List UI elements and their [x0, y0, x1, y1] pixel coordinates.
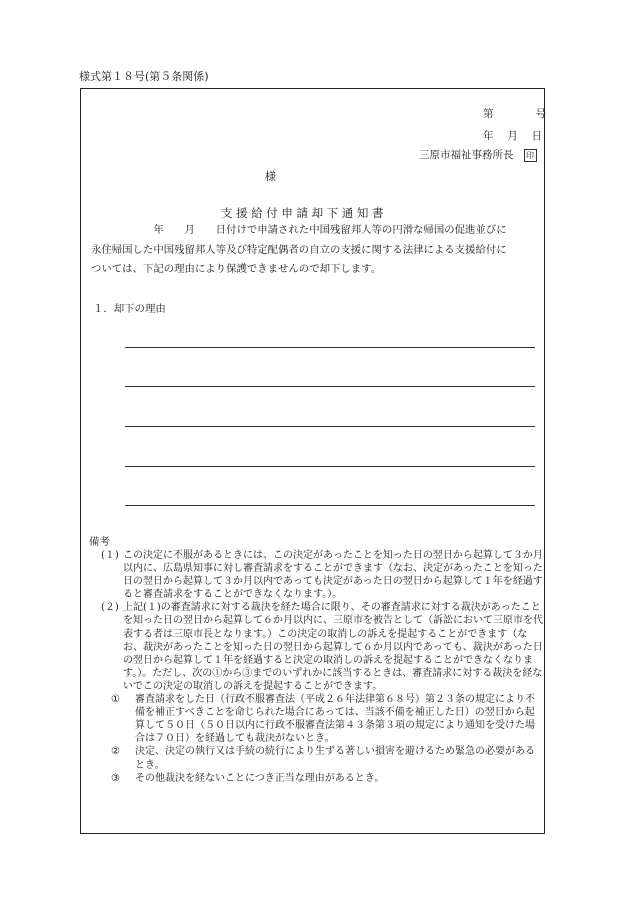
- document-title: 支援給付申請却下通知書: [221, 206, 388, 220]
- note-subitem: [91, 772, 543, 785]
- note-number: (２): [101, 602, 119, 614]
- subitem-mark: ③: [111, 772, 120, 784]
- addressee-honorific: 様: [265, 170, 276, 183]
- form-number: 様式第１８号(第５条関係): [79, 70, 209, 83]
- notice-body: [91, 221, 541, 280]
- issuer-line: [419, 147, 537, 162]
- reason-blank-line: [125, 347, 535, 348]
- note-subitem: [91, 745, 543, 771]
- subitem-mark: ②: [111, 746, 120, 758]
- reason-blank-line: [125, 466, 535, 467]
- reason-blank-line: [125, 505, 535, 506]
- notice-frame: [80, 88, 545, 834]
- rejection-reason-heading: １．却下の理由: [93, 303, 166, 315]
- notes-heading: 備考: [89, 536, 110, 548]
- body-line: ついては、下記の理由により保護できませんので却下します。: [91, 263, 382, 275]
- subitem-text: 審査請求をした日（行政不服審査法（平成２６年法律第６８号）第２３条の規定により不備を補正すべきことを命じられた場合にあっては、当該不備を補正した日）の翌日から起算して５０日（５０日以内に行政不服審査法第４３条第３項の規定により通知を受けた場合は７０日）を経過しても裁決がないとき。: [135, 694, 535, 745]
- body-line: 年 月 日付けで申請された中国残留邦人等の円滑な帰国の促進並びに: [91, 224, 507, 236]
- subitem-mark: ①: [111, 694, 120, 706]
- body-line: 永住帰国した中国残留邦人等及び特定配偶者の自立の支援に関する法律による支援給付に: [91, 243, 507, 256]
- document-number-line: 第 号: [483, 108, 546, 120]
- notes-list: [91, 549, 543, 785]
- note-item: [91, 601, 543, 693]
- note-item: [91, 549, 543, 601]
- subitem-text: その他裁決を経ないことにつき正当な理由があるとき。: [135, 772, 385, 784]
- subitem-text: 決定、決定の執行又は手続の続行により生ずる著しい損害を避けるため緊急の必要があるとき。: [135, 746, 535, 771]
- note-text: 上記(１)の審査請求に対する裁決を経た場合に限り、その審査請求に対する裁決があったことを知った日の翌日から起算して６か月以内に、三原市を被告として（訴訟において三原市を代表する者は三原市長となります。）この決定の取消しの訴えを提起することができます（なお、裁決があったことを知った日の翌日から起算して６か月以内であっても、裁決があった日の翌日から起算して１年を経過すると決定の取消しの訴えを提起することができなくなります。）。ただし、次の①から③までのいずれかに該当するときは、審査請求に対する裁決を経ないでこの決定の取消しの訴えを提起することができます。: [123, 602, 543, 692]
- date-line: 年 月 日: [483, 130, 543, 142]
- note-subitem: [91, 693, 543, 745]
- note-text: この決定に不服があるときには、この決定があったことを知った日の翌日から起算して３か月以内に、広島県知事に対し審査請求をすることができます（なお、決定があったことを知った日の翌日から起算して３か月以内であっても決定があった日の翌日から起算して１年を経過すると審査請求をすることができなくなります。）。: [123, 550, 543, 601]
- issuer-name: 三原市福祉事務所長: [419, 149, 514, 161]
- seal-mark: 印: [524, 149, 537, 162]
- reason-blank-line: [125, 426, 535, 427]
- note-number: (１): [101, 550, 119, 561]
- reason-blank-line: [125, 386, 535, 387]
